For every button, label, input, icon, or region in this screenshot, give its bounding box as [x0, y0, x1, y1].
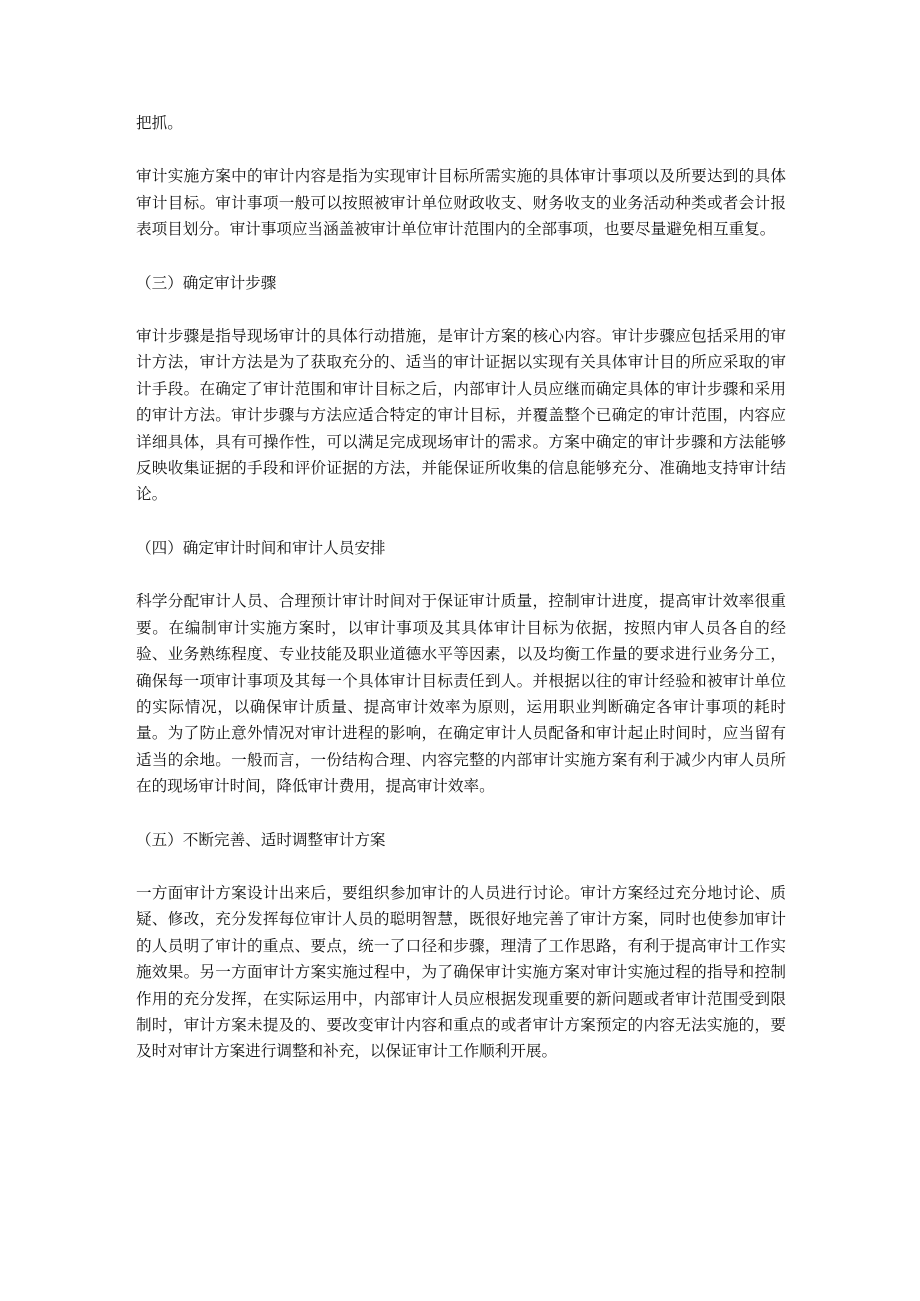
paragraph-audit-steps: 审计步骤是指导现场审计的具体行动措施，是审计方案的核心内容。审计步骤应包括采用的审计方法，审计方法是为了获取充分的、适当的审计证据以实现有关具体审计目的所应采取的审计手段。在确定了审计范围和审计目标之后，内部审计人员应继而确定具体的审计步骤和采用的审计方法。审计步骤与方法应适合特定的审计目标，并覆盖整个已确定的审计范围，内容应详细具体，具有可操作性，可以满足完成现场审计的需求。方案中确定的审计步骤和方法能够反映收集证据的手段和评价证据的方法，并能保证所收集的信息能够充分、准确地支持审计结论。: [136, 327, 786, 504]
paragraph-continuation: 把抓。: [136, 114, 183, 132]
section-heading-plan-adjustment: （五）不断完善、适时调整审计方案: [136, 830, 386, 849]
section-heading-audit-steps: （三）确定审计步骤: [136, 273, 277, 292]
paragraph-time-staffing: 科学分配审计人员、合理预计审计时间对于保证审计质量，控制审计进度，提高审计效率很重要。在编制审计实施方案时，以审计事项及其具体审计目标为依据，按照内审人员各自的经验、业务熟练程度、专业技能及职业道德水平等因素，以及均衡工作量的要求进行业务分工，确保每一项审计事项及其每一个具体审计目标责任到人。并根据以往的审计经验和被审计单位的实际情况，以确保审计质量、提高审计效率为原则，运用职业判断确定各审计事项的耗时量。为了防止意外情况对审计进程的影响，在确定审计人员配备和审计起止时间时，应当留有适当的余地。一般而言，一份结构合理、内容完整的内部审计实施方案有利于减少内审人员所在的现场审计时间，降低审计费用，提高审计效率。: [136, 592, 786, 796]
paragraph-audit-content: 审计实施方案中的审计内容是指为实现审计目标所需实施的具体审计事项以及所要达到的具体审计目标。审计事项一般可以按照被审计单位财政收支、财务收支的业务活动种类或者会计报表项目划分。审计事项应当涵盖被审计单位审计范围内的全部事项，也要尽量避免相互重复。: [136, 167, 786, 239]
section-heading-time-staffing: （四）确定审计时间和审计人员安排: [136, 538, 386, 557]
paragraph-plan-adjustment: 一方面审计方案设计出来后，要组织参加审计的人员进行讨论。审计方案经过充分地讨论、质疑、修改，充分发挥每位审计人员的聪明智慧，既很好地完善了审计方案，同时也使参加审计的人员明了审计的重点、要点，统一了口径和步骤，理清了工作思路，有利于提高审计工作实施效果。另一方面审计方案实施过程中，为了确保审计实施方案对审计实施过程的指导和控制作用的充分发挥，在实际运用中，内部审计人员应根据发现重要的新问题或者审计范围受到限制时，审计方案未提及的、要改变审计内容和重点的或者审计方案预定的内容无法实施的，要及时对审计方案进行调整和补充，以保证审计工作顺利开展。: [136, 883, 786, 1061]
document-body: [136, 110, 786, 1092]
